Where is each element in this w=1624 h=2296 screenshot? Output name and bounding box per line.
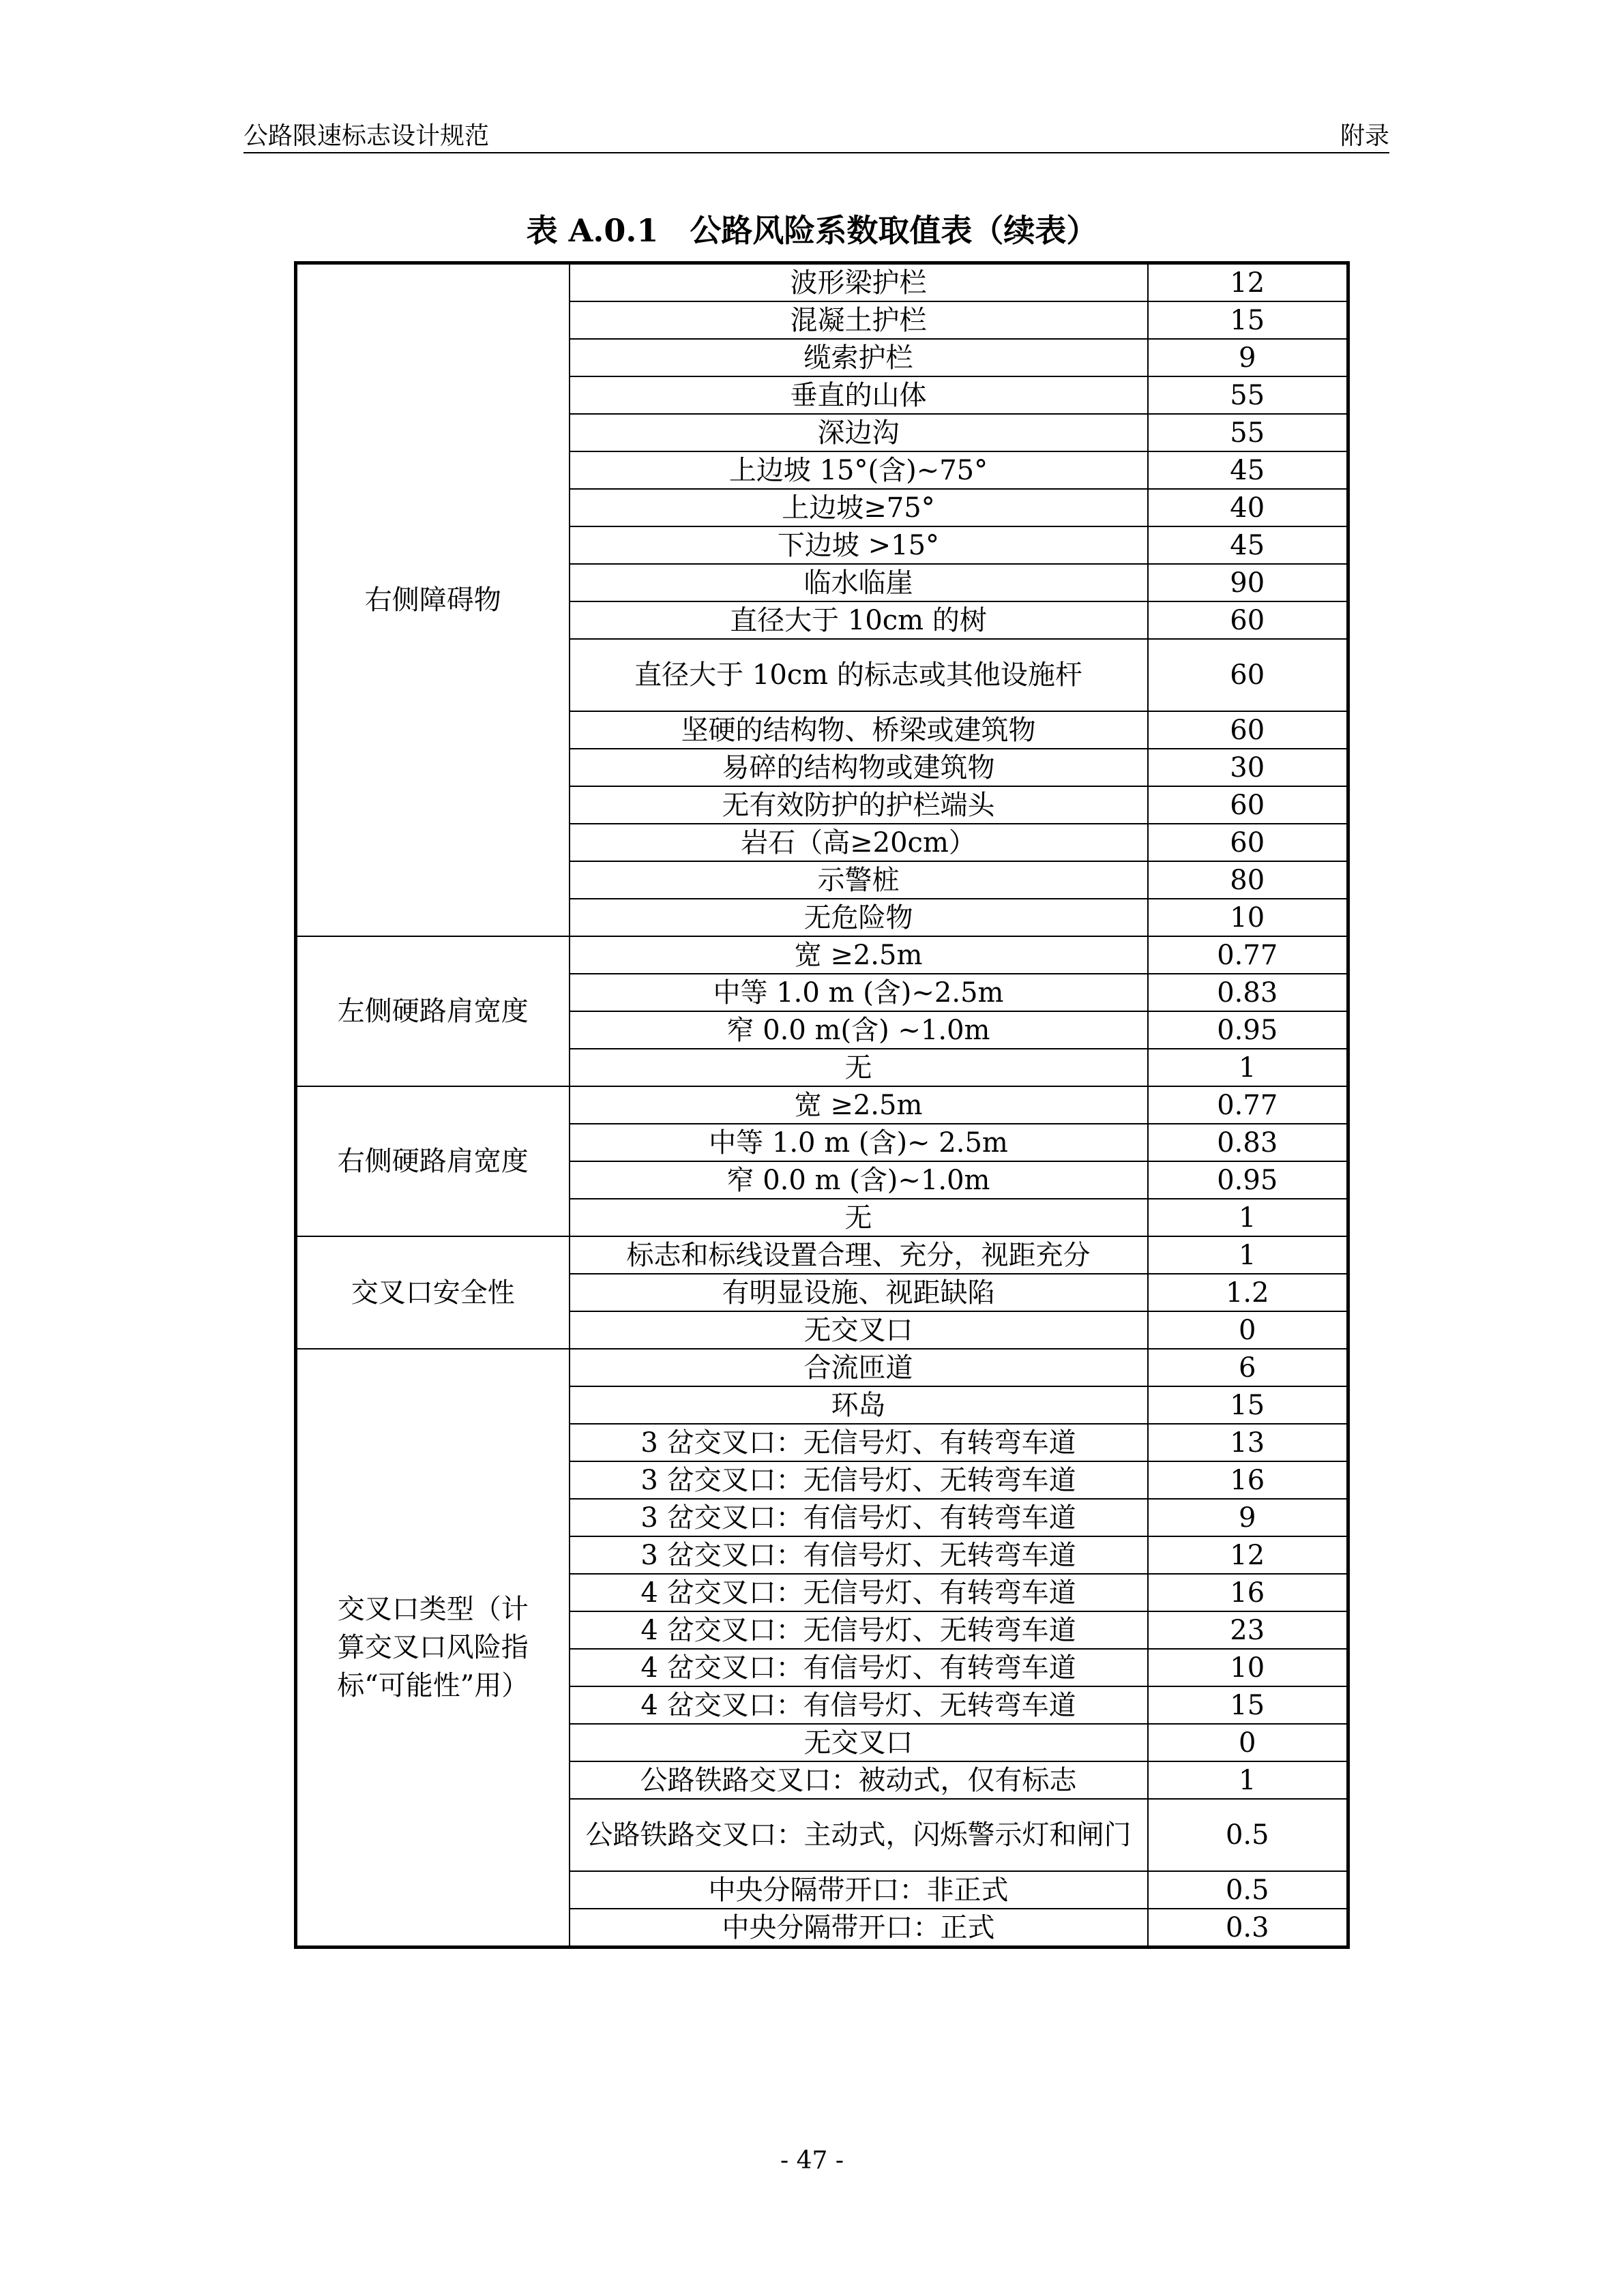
item-cell: 上边坡 15°(含)~75°: [570, 451, 1148, 489]
item-cell: 环岛: [570, 1386, 1148, 1424]
item-cell: 坚硬的结构物、桥梁或建筑物: [570, 711, 1148, 749]
item-cell: 垂直的山体: [570, 376, 1148, 414]
item-cell: 窄 0.0 m (含)~1.0m: [570, 1161, 1148, 1199]
value-cell: 60: [1148, 824, 1348, 861]
item-cell: 宽 ≥2.5m: [570, 1086, 1148, 1124]
value-cell: 45: [1148, 526, 1348, 564]
item-cell: 宽 ≥2.5m: [570, 936, 1148, 974]
value-cell: 9: [1148, 1499, 1348, 1536]
value-cell: 0: [1148, 1311, 1348, 1349]
item-cell: 直径大于 10cm 的标志或其他设施杆: [570, 639, 1148, 711]
value-cell: 12: [1148, 263, 1348, 302]
item-cell: 窄 0.0 m(含) ~1.0m: [570, 1011, 1148, 1049]
item-cell: 岩石（高≥20cm）: [570, 824, 1148, 861]
category-cell: 交叉口安全性: [296, 1236, 570, 1349]
value-cell: 0.5: [1148, 1799, 1348, 1871]
item-cell: 3 岔交叉口：有信号灯、有转弯车道: [570, 1499, 1148, 1536]
value-cell: 0.77: [1148, 1086, 1348, 1124]
item-cell: 3 岔交叉口：无信号灯、有转弯车道: [570, 1424, 1148, 1461]
item-cell: 合流匝道: [570, 1349, 1148, 1386]
value-cell: 9: [1148, 339, 1348, 376]
value-cell: 6: [1148, 1349, 1348, 1386]
value-cell: 40: [1148, 489, 1348, 526]
value-cell: 45: [1148, 451, 1348, 489]
table-row: [296, 1349, 1348, 1386]
item-cell: 混凝土护栏: [570, 301, 1148, 339]
value-cell: 0.95: [1148, 1011, 1348, 1049]
value-cell: 23: [1148, 1611, 1348, 1649]
item-cell: 示警桩: [570, 861, 1148, 899]
value-cell: 0.77: [1148, 936, 1348, 974]
item-cell: 4 岔交叉口：无信号灯、有转弯车道: [570, 1574, 1148, 1611]
table-row: [296, 1236, 1348, 1274]
item-cell: 上边坡≥75°: [570, 489, 1148, 526]
value-cell: 16: [1148, 1574, 1348, 1611]
table-row: [296, 936, 1348, 974]
value-cell: 15: [1148, 1386, 1348, 1424]
item-cell: 无: [570, 1199, 1148, 1236]
item-cell: 4 岔交叉口：无信号灯、无转弯车道: [570, 1611, 1148, 1649]
value-cell: 16: [1148, 1461, 1348, 1499]
category-cell: 左侧硬路肩宽度: [296, 936, 570, 1086]
value-cell: 0.5: [1148, 1871, 1348, 1909]
item-cell: 直径大于 10cm 的树: [570, 601, 1148, 639]
table-row: [296, 263, 1348, 302]
value-cell: 55: [1148, 414, 1348, 451]
item-cell: 临水临崖: [570, 564, 1148, 601]
category-cell: 交叉口类型（计算交叉口风险指标“可能性”用）: [296, 1349, 570, 1948]
value-cell: 15: [1148, 301, 1348, 339]
item-cell: 无有效防护的护栏端头: [570, 786, 1148, 824]
value-cell: 12: [1148, 1536, 1348, 1574]
section-name: 附录: [1340, 122, 1389, 150]
item-cell: 无危险物: [570, 899, 1148, 936]
table-title: 表 A.0.1 公路风险系数取值表（续表）: [526, 212, 1098, 249]
value-cell: 0.83: [1148, 974, 1348, 1011]
item-cell: 无交叉口: [570, 1724, 1148, 1761]
table-body: [296, 263, 1348, 1948]
item-cell: 3 岔交叉口：有信号灯、无转弯车道: [570, 1536, 1148, 1574]
value-cell: 0.83: [1148, 1124, 1348, 1161]
item-cell: 有明显设施、视距缺陷: [570, 1274, 1148, 1311]
value-cell: 1.2: [1148, 1274, 1348, 1311]
value-cell: 0: [1148, 1724, 1348, 1761]
value-cell: 60: [1148, 711, 1348, 749]
value-cell: 1: [1148, 1199, 1348, 1236]
value-cell: 1: [1148, 1236, 1348, 1274]
document-title: 公路限速标志设计规范: [243, 122, 490, 150]
category-cell: 右侧障碍物: [296, 263, 570, 937]
value-cell: 60: [1148, 639, 1348, 711]
value-cell: 60: [1148, 786, 1348, 824]
item-cell: 无交叉口: [570, 1311, 1148, 1349]
page-header: [243, 111, 1389, 153]
item-cell: 4 岔交叉口：有信号灯、有转弯车道: [570, 1649, 1148, 1686]
value-cell: 0.95: [1148, 1161, 1348, 1199]
item-cell: 4 岔交叉口：有信号灯、无转弯车道: [570, 1686, 1148, 1724]
item-cell: 波形梁护栏: [570, 263, 1148, 302]
item-cell: 无: [570, 1049, 1148, 1086]
item-cell: 3 岔交叉口：无信号灯、无转弯车道: [570, 1461, 1148, 1499]
value-cell: 55: [1148, 376, 1348, 414]
value-cell: 0.3: [1148, 1909, 1348, 1948]
value-cell: 10: [1148, 899, 1348, 936]
item-cell: 中等 1.0 m (含)~2.5m: [570, 974, 1148, 1011]
value-cell: 13: [1148, 1424, 1348, 1461]
item-cell: 易碎的结构物或建筑物: [570, 749, 1148, 786]
value-cell: 90: [1148, 564, 1348, 601]
value-cell: 80: [1148, 861, 1348, 899]
item-cell: 公路铁路交叉口：被动式，仅有标志: [570, 1761, 1148, 1799]
item-cell: 中央分隔带开口：正式: [570, 1909, 1148, 1948]
table-row: [296, 1086, 1348, 1124]
value-cell: 30: [1148, 749, 1348, 786]
item-cell: 中央分隔带开口：非正式: [570, 1871, 1148, 1909]
risk-coefficient-table: [294, 261, 1350, 1949]
category-cell: 右侧硬路肩宽度: [296, 1086, 570, 1236]
value-cell: 60: [1148, 601, 1348, 639]
item-cell: 标志和标线设置合理、充分，视距充分: [570, 1236, 1148, 1274]
item-cell: 公路铁路交叉口：主动式，闪烁警示灯和闸门: [570, 1799, 1148, 1871]
item-cell: 缆索护栏: [570, 339, 1148, 376]
item-cell: 下边坡 >15°: [570, 526, 1148, 564]
item-cell: 中等 1.0 m (含)~ 2.5m: [570, 1124, 1148, 1161]
value-cell: 1: [1148, 1761, 1348, 1799]
item-cell: 深边沟: [570, 414, 1148, 451]
page-number: - 47 -: [780, 2147, 844, 2175]
value-cell: 10: [1148, 1649, 1348, 1686]
value-cell: 15: [1148, 1686, 1348, 1724]
value-cell: 1: [1148, 1049, 1348, 1086]
